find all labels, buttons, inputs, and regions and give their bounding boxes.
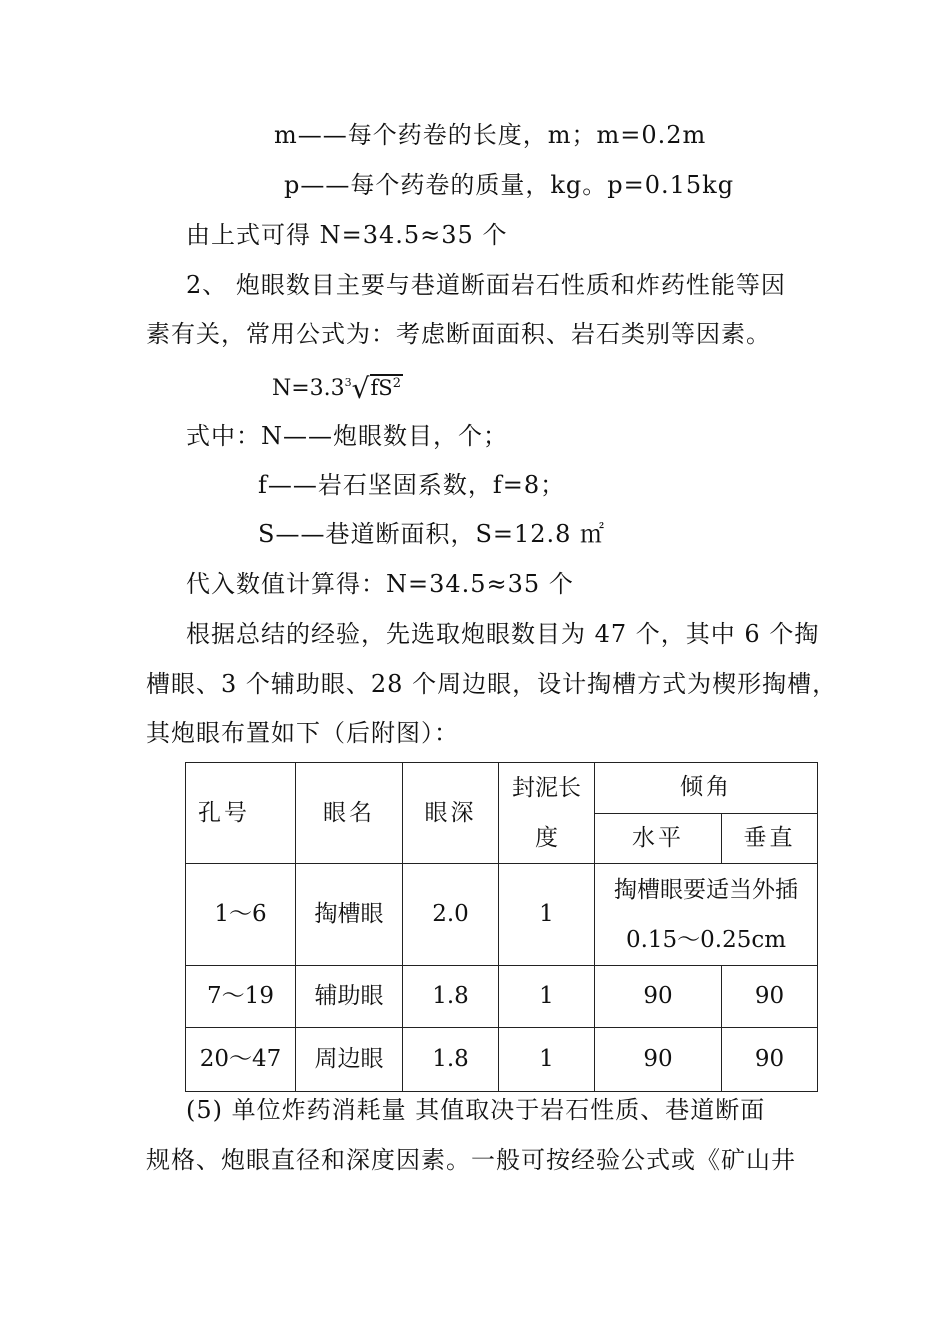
header-depth: 眼深 xyxy=(403,763,499,864)
where-s: S——巷道断面积，S=12.8 ㎡ xyxy=(258,520,606,548)
result-line-1: 由上式可得 N=34.5≈35 个 xyxy=(186,221,508,249)
item2-line-2: 素有关，常用公式为：考虑断面面积、岩石类别等因素。 xyxy=(146,320,771,348)
radical-sign: √ xyxy=(351,372,370,405)
paragraph-line-2: 槽眼、3 个辅助眼、28 个周边眼，设计掏槽方式为楔形掏槽， xyxy=(146,670,838,698)
cell-seal: 1 xyxy=(499,1028,595,1092)
table-row xyxy=(186,966,818,1028)
cell-hole-no: 1～6 xyxy=(186,864,296,966)
formula-prefix: N=3.3 xyxy=(272,376,345,401)
cell-name: 周边眼 xyxy=(296,1028,403,1092)
header-angle: 倾角 xyxy=(595,763,818,814)
table-row xyxy=(186,1028,818,1092)
radicand: $fS^2$ xyxy=(370,376,401,400)
table-header-row xyxy=(186,763,818,814)
cell-vertical: 90 xyxy=(722,1028,818,1092)
table-row xyxy=(186,864,818,966)
header-horizontal: 水平 xyxy=(595,813,722,864)
cell-vertical: 90 xyxy=(722,966,818,1028)
paragraph-line-1: 根据总结的经验，先选取炮眼数目为 47 个，其中 6 个掏 xyxy=(186,620,820,648)
where-n: 式中：N——炮眼数目，个； xyxy=(186,422,508,450)
item2-line-1: 2、 炮眼数目主要与巷道断面岩石性质和炸药性能等因 xyxy=(186,271,786,299)
cell-depth: 2.0 xyxy=(403,864,499,966)
cell-seal: 1 xyxy=(499,966,595,1028)
header-hole-no: 孔号 xyxy=(186,763,296,864)
cube-root xyxy=(344,372,403,405)
paragraph-line-3: 其炮眼布置如下（后附图）： xyxy=(146,719,459,747)
cell-depth: 1.8 xyxy=(403,966,499,1028)
exponent: 2 xyxy=(392,376,401,391)
blasthole-table xyxy=(185,762,818,1092)
header-seal-length: 封泥长 度 xyxy=(499,763,595,864)
cell-horizontal: 90 xyxy=(595,1028,722,1092)
cell-hole-no: 7～19 xyxy=(186,966,296,1028)
p-definition: p——每个药卷的质量，kg。p=0.15kg xyxy=(284,171,735,199)
cell-horizontal: 90 xyxy=(595,966,722,1028)
after-line-2: 规格、炮眼直径和深度因素。一般可按经验公式或《矿山井 xyxy=(146,1146,796,1174)
cell-depth: 1.8 xyxy=(403,1028,499,1092)
where-f: f——岩石坚固系数，f=8； xyxy=(258,471,566,499)
result-line-2: 代入数值计算得：N=34.5≈35 个 xyxy=(186,570,574,598)
cell-angle-note: 掏槽眼要适当外插 0.15～0.25cm xyxy=(595,864,818,966)
after-line-1: (5) 单位炸药消耗量 其值取决于岩石性质、巷道断面 xyxy=(186,1096,766,1124)
formula xyxy=(272,372,403,405)
m-definition: m——每个药卷的长度，m；m=0.2m xyxy=(274,121,707,149)
cell-seal: 1 xyxy=(499,864,595,966)
header-vertical: 垂直 xyxy=(722,813,818,864)
cell-name: 掏槽眼 xyxy=(296,864,403,966)
cell-name: 辅助眼 xyxy=(296,966,403,1028)
root-index: 3 xyxy=(344,376,352,389)
header-name: 眼名 xyxy=(296,763,403,864)
cell-hole-no: 20～47 xyxy=(186,1028,296,1092)
